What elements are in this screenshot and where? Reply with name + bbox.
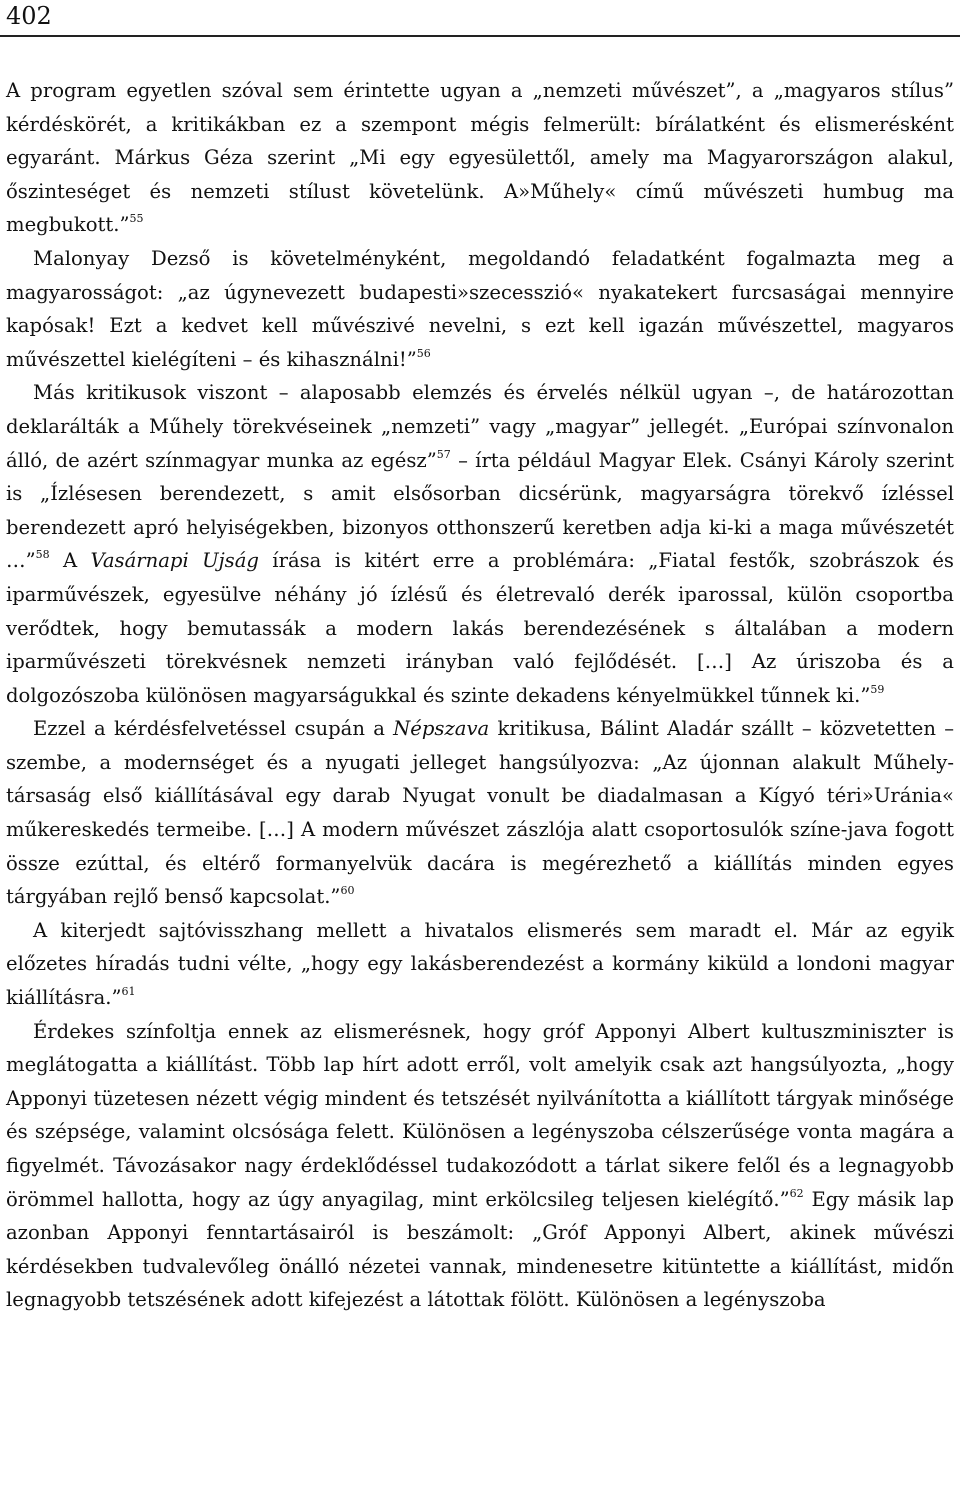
header-rule [0,35,960,37]
text-run: – írta például Magyar Elek. Csányi Károly szerint is „Ízlésesen berendezett, s amit elsősorban dicsérünk, magyarságra törekvő ízléssel berendezett apró helyiségekben, bizonyos otthonszerű keretben adja ki-ki a maga művészetét …” [6,448,954,573]
text-run: Érdekes színfoltja ennek az elismerésnek, hogy gróf Apponyi Albert kultuszminiszter is meglátogatta a kiállítást. Több lap hírt adott erről, volt amelyik csak azt hangsúlyozta, „hogy Apponyi tüzetesen nézett végig mindent és tetszését nyilvánította a kiállított tárgyak minősége és szépsége, valamint olcsósága felett. Különösen a legényszoba célszerűsége vonta magára a figyelmét. Távozásakor nagy érdeklődéssel tudakozódott a tárlat sikere felől és a legnagyobb örömmel hallotta, hogy az úgy anyagilag, mint erkölcsileg teljesen kielégítő.” [6,1019,954,1211]
text-run: A kiterjedt sajtóvisszhang mellett a hivatalos elismerés sem maradt el. Már az egyik előzetes híradás tudni vélte, „hogy egy lakásberendezést a kormány kiküld a londoni magyar kiállításra.” [6,918,954,1010]
footnote-ref: 62 [789,1186,804,1200]
footnote-ref: 55 [129,212,144,226]
paragraph [6,712,954,914]
italic-title: Népszava [393,717,490,741]
footnote-ref: 58 [35,548,50,562]
text-run: Egy másik lap azonban Apponyi fenntartásairól is beszámolt: „Gróf Apponyi Albert, akinek művészi kérdésekben tudvalevőleg önálló nézetei vannak, mindenesetre kitüntette a kiállítást, midőn legnagyobb tetszésének adott kifejezést a látottak fölött. Különösen a legényszoba [6,1187,955,1312]
paragraph [6,74,954,242]
paragraph [6,376,954,712]
page-number: 402 [6,2,52,30]
text-run: írása is kitért erre a problémára: „Fiatal festők, szobrászok és iparművészek, egyesülve néhány jó ízlésű és életrevaló derék iparossal, külön csoportba verődtek, hogy bemutassák a modern lakás berendezésének s általában a modern iparművészeti törekvésnek nemzeti irányban való fejlődését. […] Az úriszoba és a dolgozószoba különösen magyarságukkal és szinte dekadens kényelmükkel tűnnek ki.” [6,549,954,707]
text-run: A [49,549,91,573]
footnote-ref: 59 [870,682,885,696]
text-run: Más kritikusok viszont – alaposabb elemzés és érvelés nélkül ugyan –, de határozottan deklarálták a Műhely törekvéseinek „nemzeti” vagy „magyar” jellegét. „Európai színvonalon álló, de azért színmagyar munka az egész” [6,381,954,472]
paragraph [6,914,954,1015]
footnote-ref: 60 [340,884,355,898]
body-text [6,74,954,1317]
text-run: A program egyetlen szóval sem érintette ugyan a „nemzeti művészet”, a „magyaros stílus” kérdéskörét, a kritikákban ez a szempont mégis felmerült: bírálatként és elismerésként egyaránt. Márkus Géza szerint „Mi egy egyesülettől, amely ma Magyarországon alakul, őszinteséget és nemzeti stílust követelünk. A»Műhely« című művészeti humbug ma megbukott.” [6,79,954,237]
italic-title: Vasárnapi Ujság [90,549,259,573]
footnote-ref: 61 [121,985,136,999]
text-run: Ezzel a kérdésfelvetéssel csupán a [33,717,394,741]
text-run: kritikusa, Bálint Aladár szállt – közvetetten – szembe, a modernséget és a nyugati jelleget hangsúlyozva: „Az újonnan alakult Műhely-társaság első kiállításával egy darab Nyugat vonult be diadalmasan a Kígyó téri»Uránia« műkereskedés termeibe. […] A modern művészet zászlója alatt csoportosulók színe-java fogott össze ezúttal, és eltérő formanyelvük dacára is megérezhető a kiállítás minden egyes tárgyában rejlő benső kapcsolat.” [6,717,954,909]
footnote-ref: 57 [436,447,451,461]
paragraph [6,242,954,376]
paragraph [6,1015,954,1317]
footnote-ref: 56 [416,346,431,360]
text-run: Malonyay Dezső is követelményként, megoldandó feladatként fogalmazta meg a magyarosságot: „az úgynevezett budapesti»szecesszió« nyakatekert furcsaságai mennyire kapósak! Ezt a kedvet kell művészivé nevelni, s ezt kell igazán művészettel, magyaros művészettel kielégíteni – és kihasználni!” [6,246,954,371]
